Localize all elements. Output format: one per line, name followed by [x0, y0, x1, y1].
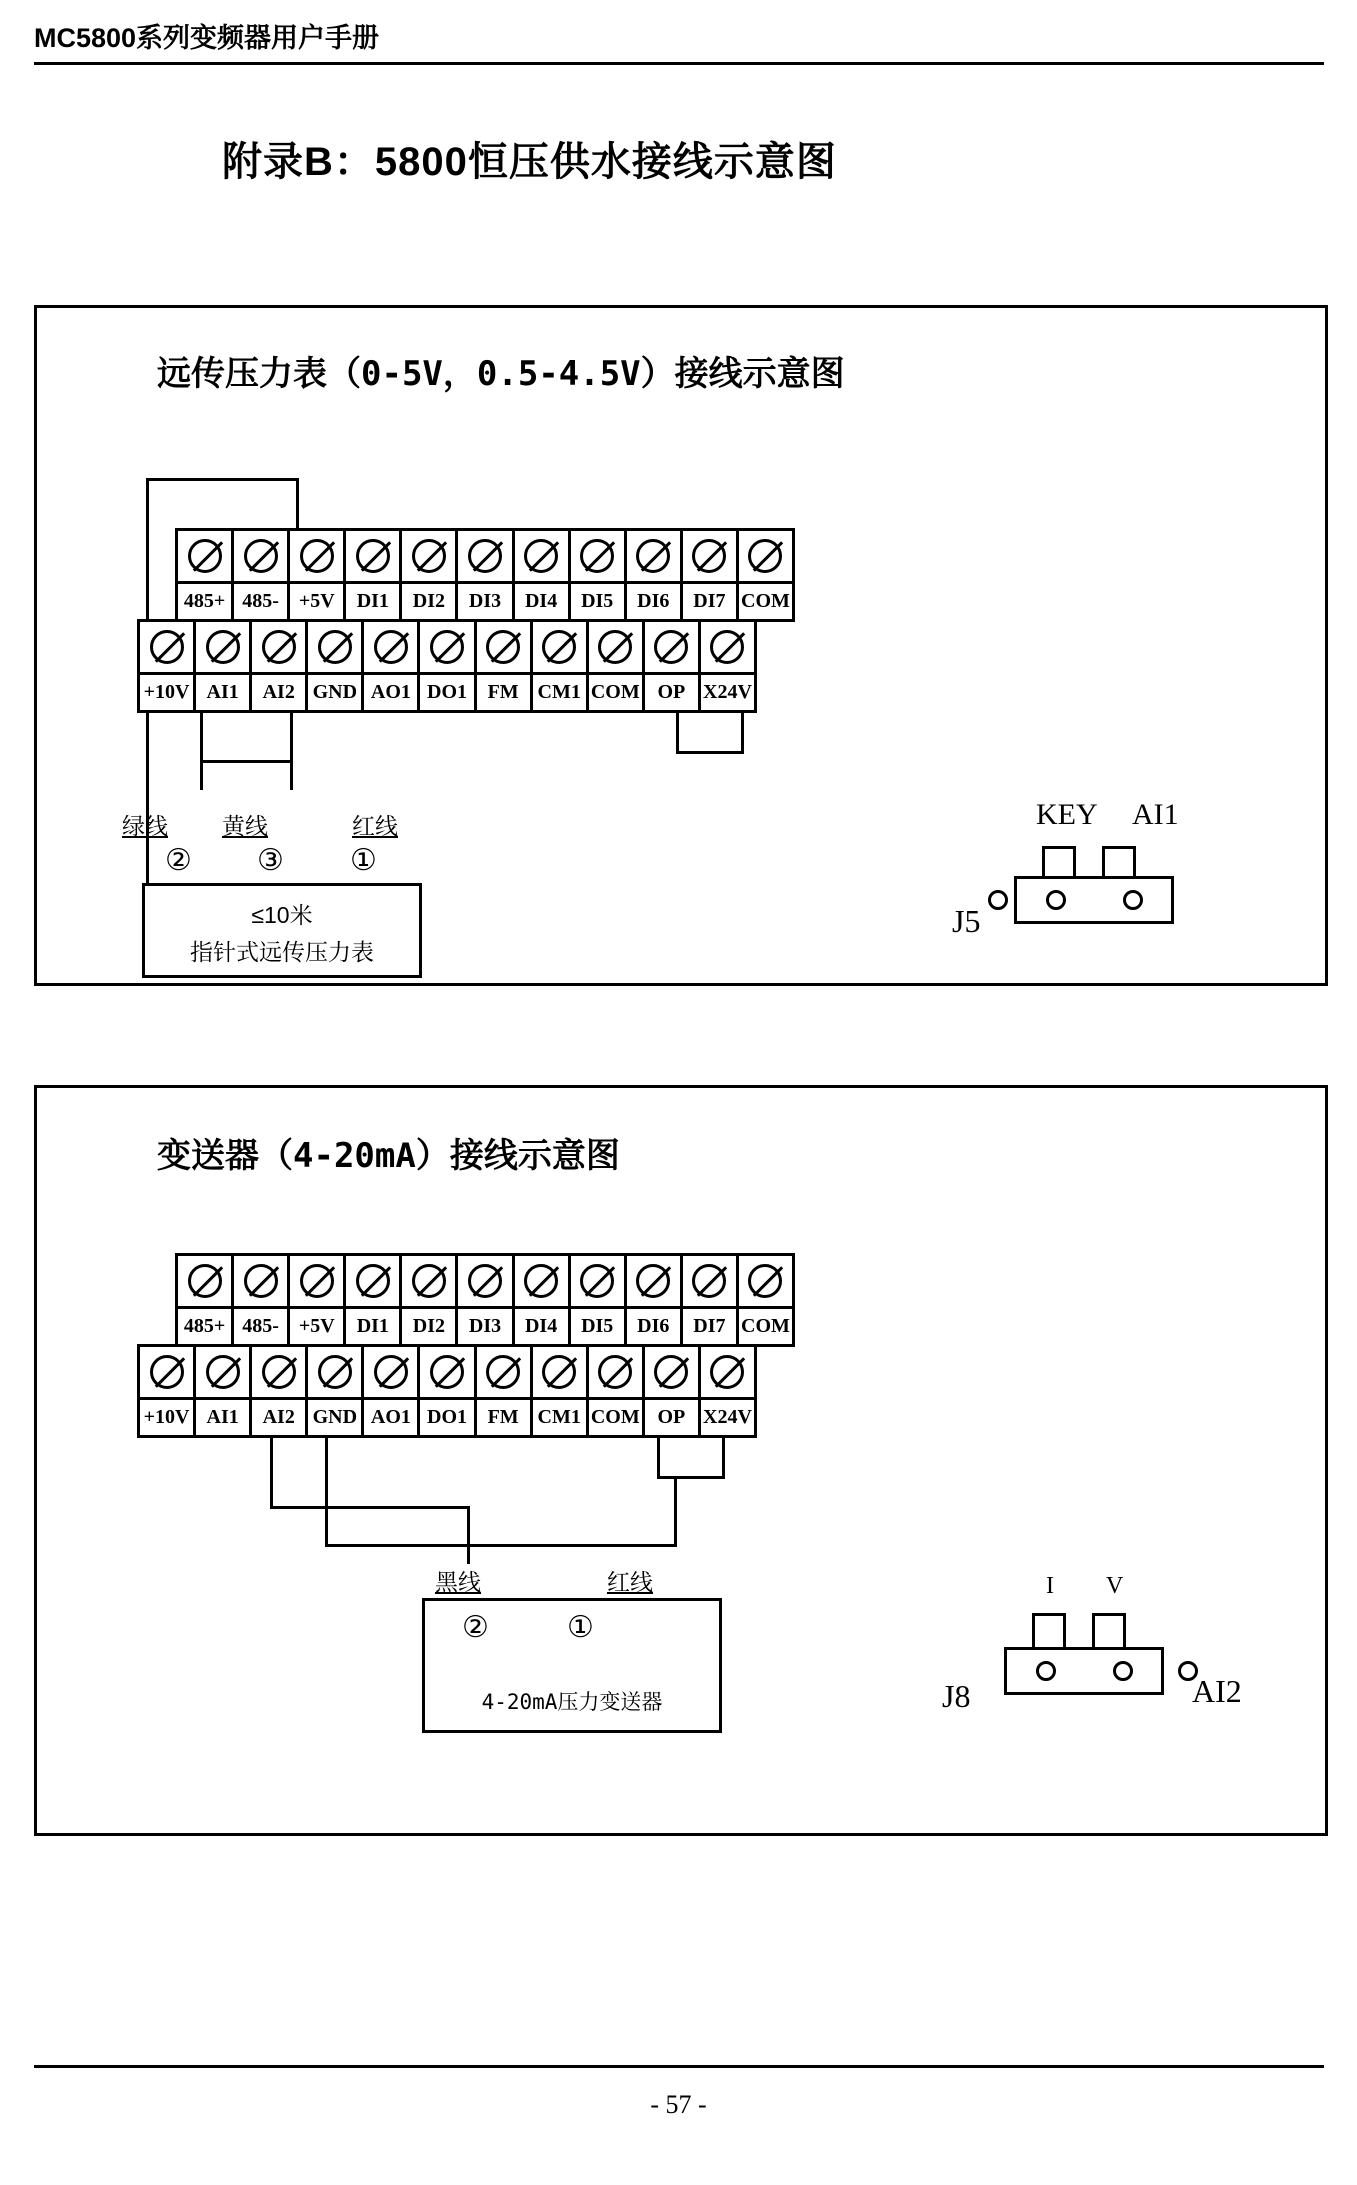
screw-icon [636, 1264, 670, 1298]
terminal-cell [308, 622, 364, 710]
pin-number-1: ① [567, 1610, 594, 1645]
terminal-label: AI2 [262, 1406, 295, 1429]
jumper-bracket [1032, 1613, 1035, 1649]
terminal-cell [402, 1256, 458, 1344]
terminal-block-bottom [137, 1344, 757, 1438]
terminal-screw-icon [683, 531, 736, 584]
terminal-cell [515, 1256, 571, 1344]
wire-label-red: 红线 [352, 813, 398, 839]
pin-number-1: ① [350, 843, 377, 878]
screw-icon [150, 1355, 184, 1389]
terminal-cell [178, 531, 234, 619]
screw-icon [150, 630, 184, 664]
terminal-label: DI5 [581, 1315, 614, 1338]
terminal-cell [346, 1256, 402, 1344]
terminal-label: DO1 [427, 681, 468, 704]
screw-icon [188, 1264, 222, 1298]
terminal-cell [290, 531, 346, 619]
screw-icon [468, 539, 502, 573]
terminal-label: FM [487, 1406, 519, 1429]
screw-icon [468, 1264, 502, 1298]
jumper-pin[interactable] [1178, 1661, 1198, 1681]
screw-icon [748, 539, 782, 573]
terminal-cell [364, 622, 420, 710]
wire-label-yellow: 黄线 [222, 813, 268, 839]
terminal-screw-icon [364, 1347, 417, 1400]
screw-icon [524, 539, 558, 573]
terminal-screw-icon [140, 622, 193, 675]
terminal-screw-icon [477, 1347, 530, 1400]
terminal-cell [364, 1347, 420, 1435]
screw-icon [692, 539, 726, 573]
jumper-bracket [1042, 846, 1076, 849]
jumper-j5-ai1-label: AI1 [1132, 798, 1179, 831]
jumper-bracket [1042, 846, 1045, 878]
terminal-screw-icon [196, 1347, 249, 1400]
terminal-label: AI1 [206, 681, 239, 704]
terminal-label: DI7 [693, 590, 726, 613]
terminal-label: X24V [703, 1406, 752, 1429]
terminal-screw-icon [252, 622, 305, 675]
wire-label-green: 绿线 [122, 813, 168, 839]
terminal-label: GND [312, 1406, 358, 1429]
terminal-cell [515, 531, 571, 619]
screw-icon [654, 630, 688, 664]
terminal-cell [645, 1347, 701, 1435]
device-name-label: 4-20mA压力变送器 [481, 1690, 663, 1714]
terminal-screw-icon [308, 622, 361, 675]
terminal-cell [140, 1347, 196, 1435]
screw-icon [542, 630, 576, 664]
screw-icon [580, 539, 614, 573]
terminal-label: DI2 [412, 590, 446, 613]
jumper-bracket [1102, 846, 1105, 878]
terminal-screw-icon [420, 1347, 473, 1400]
jumper-pin[interactable] [1123, 890, 1143, 910]
screw-icon [412, 539, 446, 573]
terminal-cell [290, 1256, 346, 1344]
screw-icon [654, 1355, 688, 1389]
panel-transmitter [34, 1085, 1328, 1836]
terminal-block-top [175, 1253, 795, 1347]
terminal-cell [627, 531, 683, 619]
jumper-bracket [1092, 1613, 1126, 1616]
terminal-cell [196, 1347, 252, 1435]
terminal-cell [252, 622, 308, 710]
screw-icon [374, 1355, 408, 1389]
device-length-label: ≤10米 [251, 902, 313, 928]
wire-segment [296, 478, 299, 531]
wire-segment [146, 478, 299, 481]
screw-icon [542, 1355, 576, 1389]
jumper-j5-key-label: KEY [1036, 798, 1098, 831]
terminal-cell [308, 1347, 364, 1435]
jumper-j8-socket[interactable] [1004, 1647, 1164, 1695]
terminal-screw-icon [645, 1347, 698, 1400]
terminal-label: AO1 [370, 681, 411, 704]
terminal-label: +5V [298, 590, 335, 613]
jumper-j8-label: J8 [942, 1678, 971, 1714]
terminal-cell [739, 531, 792, 619]
terminal-cell [458, 531, 514, 619]
panel2-title: 变送器（4-20mA）接线示意图 [157, 1136, 620, 1176]
terminal-label: DO1 [427, 1406, 468, 1429]
terminal-cell [645, 622, 701, 710]
terminal-screw-icon [308, 1347, 361, 1400]
terminal-screw-icon [402, 531, 455, 584]
jumper-bracket [1032, 1613, 1066, 1616]
wire-segment [325, 1544, 677, 1547]
terminal-screw-icon [589, 1347, 642, 1400]
terminal-screw-icon [234, 531, 287, 584]
wire-segment [325, 1437, 328, 1547]
jumper-j5-label: J5 [952, 903, 981, 939]
device-name-label: 指针式远传压力表 [190, 939, 374, 965]
terminal-screw-icon [178, 531, 231, 584]
terminal-block-bottom [137, 619, 757, 713]
terminal-cell [683, 1256, 739, 1344]
terminal-label: DI3 [468, 590, 502, 613]
terminal-screw-icon [701, 1347, 754, 1400]
screw-icon [318, 1355, 352, 1389]
screw-icon [710, 630, 744, 664]
panel-remote-pressure-gauge [34, 305, 1328, 986]
terminal-cell [571, 531, 627, 619]
terminal-label: DI1 [356, 1315, 389, 1338]
terminal-label: DI3 [468, 1315, 502, 1338]
terminal-label: 485+ [183, 1315, 226, 1338]
wire-segment [741, 712, 744, 754]
wire-label-red: 红线 [607, 1569, 653, 1595]
wire-segment [674, 1476, 677, 1546]
terminal-label: CM1 [537, 1406, 581, 1429]
terminal-screw-icon [458, 531, 511, 584]
screw-icon [580, 1264, 614, 1298]
jumper-j5 [952, 798, 1252, 948]
terminal-screw-icon [420, 622, 473, 675]
terminal-cell [196, 622, 252, 710]
jumper-j8-i-label: I [1046, 1573, 1054, 1599]
terminal-label: 485- [242, 590, 279, 613]
screw-icon [244, 1264, 278, 1298]
terminal-cell [346, 531, 402, 619]
terminal-screw-icon [515, 531, 568, 584]
screw-icon [300, 539, 334, 573]
wire-label-black: 黑线 [435, 1569, 481, 1595]
terminal-label: DI6 [637, 1315, 670, 1338]
terminal-cell [140, 622, 196, 710]
terminal-screw-icon [683, 1256, 736, 1309]
wire-segment [290, 712, 293, 790]
terminal-label: DI2 [412, 1315, 446, 1338]
wire-segment [467, 1506, 470, 1564]
screw-icon [524, 1264, 558, 1298]
header-divider [34, 62, 1324, 65]
terminal-label: X24V [703, 681, 752, 704]
terminal-cell [533, 1347, 589, 1435]
terminal-screw-icon [477, 622, 530, 675]
terminal-screw-icon [571, 1256, 624, 1309]
wire-segment [657, 1476, 725, 1479]
jumper-j5-socket[interactable] [1014, 876, 1174, 924]
screw-icon [206, 630, 240, 664]
terminal-screw-icon [701, 622, 754, 675]
screw-icon [598, 630, 632, 664]
terminal-cell [402, 531, 458, 619]
terminal-label: COM [590, 681, 640, 704]
screw-icon [692, 1264, 726, 1298]
screw-icon [486, 1355, 520, 1389]
screw-icon [356, 539, 390, 573]
terminal-screw-icon [196, 622, 249, 675]
terminal-label: FM [487, 681, 519, 704]
pin-number-3: ③ [257, 843, 284, 878]
terminal-screw-icon [140, 1347, 193, 1400]
wire-segment [676, 712, 679, 754]
terminal-cell [234, 1256, 290, 1344]
screw-icon [598, 1355, 632, 1389]
wire-segment [270, 1437, 273, 1509]
jumper-j8-ai2-label: AI2 [1192, 1673, 1242, 1709]
terminal-label: AO1 [370, 1406, 411, 1429]
terminal-label: 485- [242, 1315, 279, 1338]
terminal-label: CM1 [537, 681, 581, 704]
terminal-label: DI4 [524, 590, 558, 613]
terminal-label: DI7 [693, 1315, 726, 1338]
jumper-j8-v-label: V [1106, 1573, 1124, 1599]
terminal-label: AI2 [262, 681, 295, 704]
terminal-cell [589, 622, 645, 710]
terminal-screw-icon [739, 1256, 792, 1309]
terminal-label: DI4 [524, 1315, 558, 1338]
terminal-label: COM [741, 1315, 790, 1338]
terminal-label: OP [657, 681, 686, 704]
terminal-cell [477, 622, 533, 710]
screw-icon [262, 630, 296, 664]
jumper-pin[interactable] [1036, 1661, 1056, 1681]
jumper-bracket [1092, 1613, 1095, 1649]
screw-icon [244, 539, 278, 573]
jumper-bracket [1123, 1613, 1126, 1649]
terminal-cell [627, 1256, 683, 1344]
terminal-screw-icon [290, 1256, 343, 1309]
screw-icon [486, 630, 520, 664]
page-number: - 57 - [650, 2090, 707, 2119]
terminal-screw-icon [515, 1256, 568, 1309]
wire-segment [657, 1437, 660, 1479]
terminal-label: DI5 [581, 590, 614, 613]
screw-icon [356, 1264, 390, 1298]
jumper-pin[interactable] [1113, 1661, 1133, 1681]
terminal-label: AI1 [206, 1406, 239, 1429]
terminal-cell [420, 1347, 476, 1435]
terminal-screw-icon [739, 531, 792, 584]
terminal-screw-icon [627, 1256, 680, 1309]
terminal-screw-icon [346, 1256, 399, 1309]
jumper-bracket [1073, 846, 1076, 878]
jumper-bracket [1102, 846, 1136, 849]
terminal-label: DI1 [356, 590, 389, 613]
page-header [34, 24, 1324, 65]
terminal-screw-icon [533, 622, 586, 675]
screw-icon [710, 1355, 744, 1389]
footer-divider [34, 2065, 1324, 2068]
wire-segment [200, 712, 203, 790]
screw-icon [318, 630, 352, 664]
terminal-screw-icon [252, 1347, 305, 1400]
wire-segment [200, 760, 292, 763]
screw-icon [300, 1264, 334, 1298]
pin-number-2: ② [165, 843, 192, 878]
terminal-screw-icon [533, 1347, 586, 1400]
terminal-label: +5V [298, 1315, 335, 1338]
wire-segment [676, 751, 744, 754]
screw-icon [636, 539, 670, 573]
wire-segment [722, 1437, 725, 1479]
terminal-label: +10V [143, 1406, 190, 1429]
jumper-bracket [1063, 1613, 1066, 1649]
terminal-screw-icon [645, 622, 698, 675]
screw-icon [262, 1355, 296, 1389]
jumper-j8 [942, 1573, 1272, 1733]
page-title: 附录B：5800恒压供水接线示意图 [222, 140, 837, 184]
terminal-cell [739, 1256, 792, 1344]
terminal-screw-icon [178, 1256, 231, 1309]
terminal-cell [701, 622, 754, 710]
terminal-cell [571, 1256, 627, 1344]
terminal-block-top [175, 528, 795, 622]
terminal-screw-icon [627, 531, 680, 584]
terminal-cell [458, 1256, 514, 1344]
terminal-label: 485+ [183, 590, 226, 613]
terminal-cell [477, 1347, 533, 1435]
terminal-label: OP [657, 1406, 686, 1429]
terminal-cell [683, 531, 739, 619]
terminal-screw-icon [402, 1256, 455, 1309]
terminal-screw-icon [234, 1256, 287, 1309]
terminal-screw-icon [571, 531, 624, 584]
terminal-cell [701, 1347, 754, 1435]
pin-number-2: ② [462, 1610, 489, 1645]
terminal-screw-icon [364, 622, 417, 675]
terminal-label: COM [590, 1406, 640, 1429]
device-box-gauge [142, 883, 422, 978]
terminal-cell [252, 1347, 308, 1435]
terminal-screw-icon [290, 531, 343, 584]
screw-icon [206, 1355, 240, 1389]
header-title: MC5800系列变频器用户手册 [34, 23, 380, 53]
terminal-label: DI6 [637, 590, 670, 613]
jumper-pin[interactable] [1046, 890, 1066, 910]
screw-icon [412, 1264, 446, 1298]
jumper-bracket [1133, 846, 1136, 878]
terminal-cell [420, 622, 476, 710]
terminal-label: +10V [143, 681, 190, 704]
terminal-label: COM [741, 590, 790, 613]
terminal-cell [234, 531, 290, 619]
terminal-cell [533, 622, 589, 710]
terminal-screw-icon [346, 531, 399, 584]
panel1-title: 远传压力表（0-5V，0.5-4.5V）接线示意图 [157, 354, 845, 394]
terminal-label: GND [312, 681, 358, 704]
terminal-cell [589, 1347, 645, 1435]
screw-icon [374, 630, 408, 664]
terminal-screw-icon [458, 1256, 511, 1309]
screw-icon [430, 630, 464, 664]
wire-segment [270, 1506, 470, 1509]
terminal-cell [178, 1256, 234, 1344]
screw-icon [188, 539, 222, 573]
terminal-screw-icon [589, 622, 642, 675]
screw-icon [430, 1355, 464, 1389]
jumper-pin[interactable] [988, 890, 1008, 910]
screw-icon [748, 1264, 782, 1298]
